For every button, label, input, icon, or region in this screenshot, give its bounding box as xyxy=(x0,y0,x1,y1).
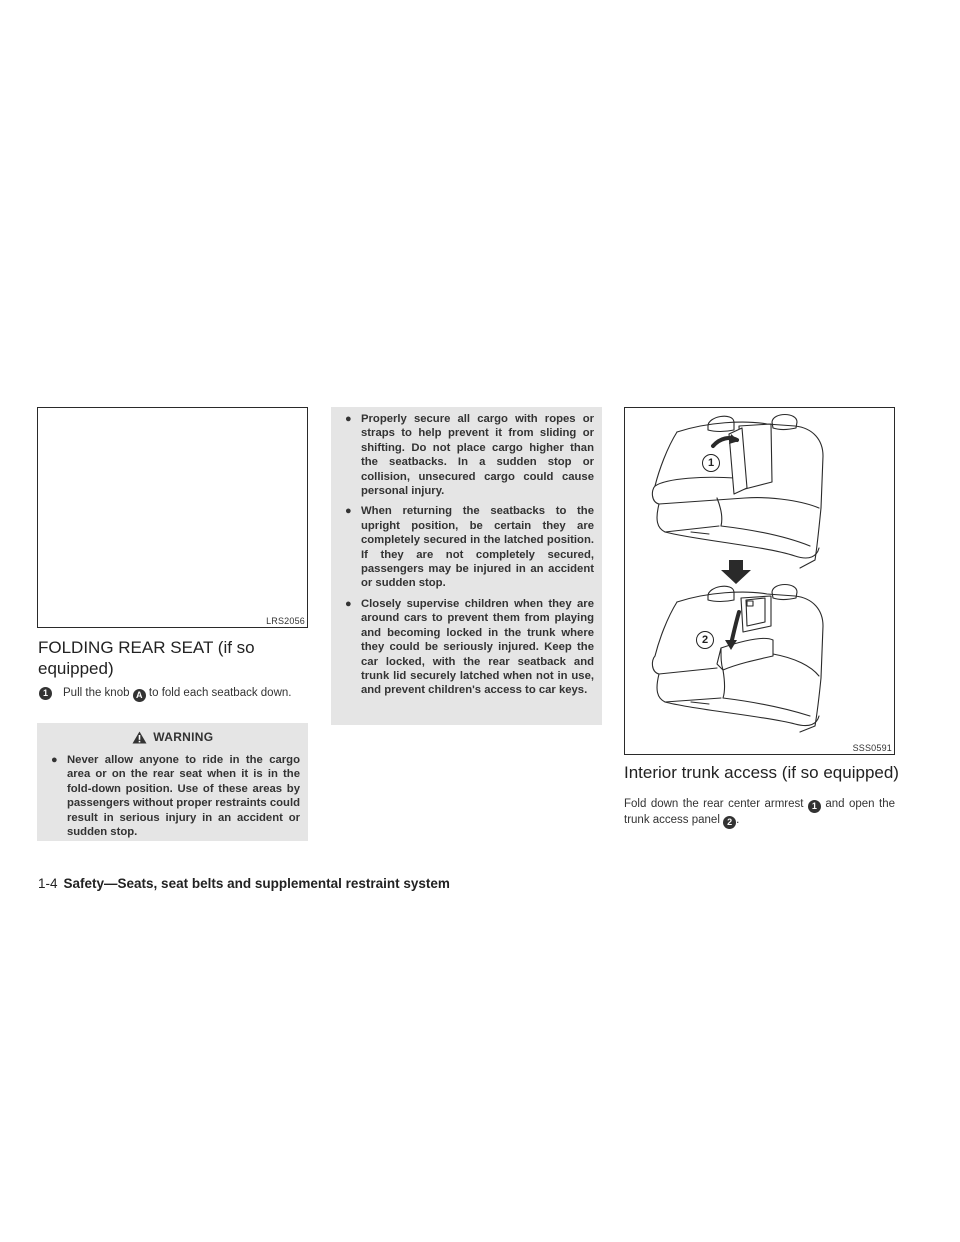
section-title-folding-rear-seat: FOLDING REAR SEAT (if so equipped) xyxy=(38,638,255,678)
step-marker: 1 xyxy=(39,687,52,700)
callout-2-icon: 2 xyxy=(696,631,714,649)
marker-1: 1 xyxy=(808,800,821,813)
bullet-icon: ● xyxy=(345,413,352,425)
rear-seat-illustration xyxy=(625,408,894,738)
warning-triangle-icon xyxy=(132,730,147,750)
chapter-title: Safety—Seats, seat belts and supplemental restraint system xyxy=(63,876,450,891)
warning-item: ● Properly secure all cargo with ropes or straps to help prevent it from sliding or shifting. Do not place cargo higher than the seatbacks. In a sudden stop or collision, unsecured cargo could cause personal injury. xyxy=(345,413,594,498)
figure-sss0591 xyxy=(624,407,895,755)
knob-marker: A xyxy=(133,689,146,702)
figure-lrs2056 xyxy=(37,407,308,628)
callout-1-icon: 1 xyxy=(702,454,720,472)
warning-item: ● When returning the seatbacks to the upright position, be certain they are completely secured in the latched position. If they are not completely secured, passengers may be injured in an accident or sudden stop. xyxy=(345,505,594,590)
warning-box-middle xyxy=(331,407,602,725)
page-number: 1-4 xyxy=(38,876,58,891)
page-footer xyxy=(38,876,450,891)
bullet-icon: ● xyxy=(345,505,352,518)
section-title-interior-trunk-access: Interior trunk access (if so equipped) xyxy=(624,763,899,782)
folding-step-1: 1 Pull the knob A to fold each seatback down. xyxy=(38,686,306,702)
bullet-icon: ● xyxy=(51,754,58,766)
trunk-access-instructions: Fold down the rear center armrest 1 and open the trunk access panel 2 . xyxy=(624,798,895,827)
warning-item: ● Never allow anyone to ride in the cargo area or on the rear seat when it is in the fold-down position. Use of these areas by passengers without proper restraints could result in serious injury in an accident or sudden stop. xyxy=(51,754,300,839)
warning-header: WARNING xyxy=(37,727,308,747)
figure-code: LRS2056 xyxy=(266,616,305,626)
marker-2: 2 xyxy=(723,816,736,829)
warning-box-left xyxy=(37,723,308,841)
figure-code: SSS0591 xyxy=(852,743,892,753)
warning-item: ● Closely supervise children when they are around cars to prevent them from playing and becoming locked in the trunk where they could be seriously injured. Keep the car locked, with the rear seatback and trunk lid securely latched when not in use, and prevent children's access to car keys. xyxy=(345,597,594,697)
bullet-icon: ● xyxy=(345,597,352,610)
